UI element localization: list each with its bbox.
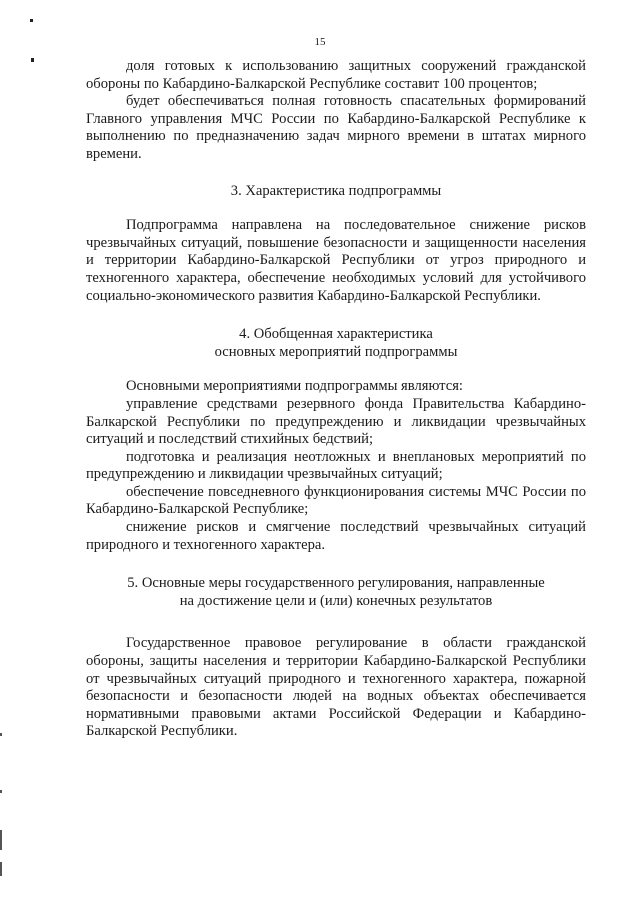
scan-speck — [31, 58, 34, 62]
document-body — [86, 58, 586, 741]
intro-paragraph: доля готовых к использованию защитных сооружений гражданской обороны по Кабардино-Балкарской Республике составит 100 процентов; — [86, 58, 586, 92]
section-3-heading: 3. Характеристика подпрограммы — [230, 182, 442, 199]
section-4-item: обеспечение повседневного функционирования системы МЧС России по Кабардино-Балкарской Республике; — [86, 483, 586, 518]
section-5-paragraph: Государственное правовое регулирование в области гражданской обороны, защиты населения и территории Кабардино-Балкарской Республики от чрезвычайных ситуаций природного и техногенного характера, пожарной безопасности и безопасности людей на водных объектах обеспечивается нормативными правовыми актами Российской Федерации и Кабардино-Балкарской Республики. — [86, 635, 586, 740]
section-5-heading-line-1: 5. Основные меры государственного регулирования, направленные — [127, 575, 545, 592]
section-5-heading — [86, 575, 586, 610]
section-4-heading — [86, 326, 586, 361]
scan-edge-mark — [0, 733, 2, 736]
section-4-lead: Основными мероприятиями подпрограммы являются: — [126, 378, 463, 395]
section-4-heading-line-1: 4. Обобщенная характеристика — [239, 326, 433, 343]
section-3-paragraph: Подпрограмма направлена на последовательное снижение рисков чрезвычайных ситуаций, повышение безопасности и защищенности населения и территории Кабардино-Балкарской Республики от угроз природного и техногенного характера, обеспечение необходимых условий для устойчивого социально-экономического развития Кабардино-Балкарской Республики. — [86, 217, 586, 304]
intro-paragraph: будет обеспечиваться полная готовность спасательных формирований Главного управления МЧС России по Кабардино-Балкарской Республике к выполнению по предназначению задач мирного времени в штатах мирного времени. — [86, 93, 586, 162]
section-4-item: снижение рисков и смягчение последствий чрезвычайных ситуаций природного и техногенного характера. — [86, 519, 586, 553]
page-number: 15 — [314, 36, 326, 48]
section-5-heading-line-2: на достижение цели и (или) конечных результатов — [179, 592, 493, 609]
section-4-item: подготовка и реализация неотложных и внеплановых мероприятий по предупреждению и ликвидации чрезвычайных ситуаций; — [86, 448, 586, 483]
scan-edge-mark — [0, 862, 2, 876]
scan-edge-mark — [0, 790, 2, 793]
section-4-item: управление средствами резервного фонда Правительства Кабардино-Балкарской Республики по предупреждению и ликвидации чрезвычайных ситуаций и последствий стихийных бедствий; — [86, 395, 586, 448]
section-4-heading-line-2: основных мероприятий подпрограммы — [214, 343, 458, 360]
scan-edge-mark — [0, 830, 2, 850]
scan-speck — [30, 19, 33, 22]
